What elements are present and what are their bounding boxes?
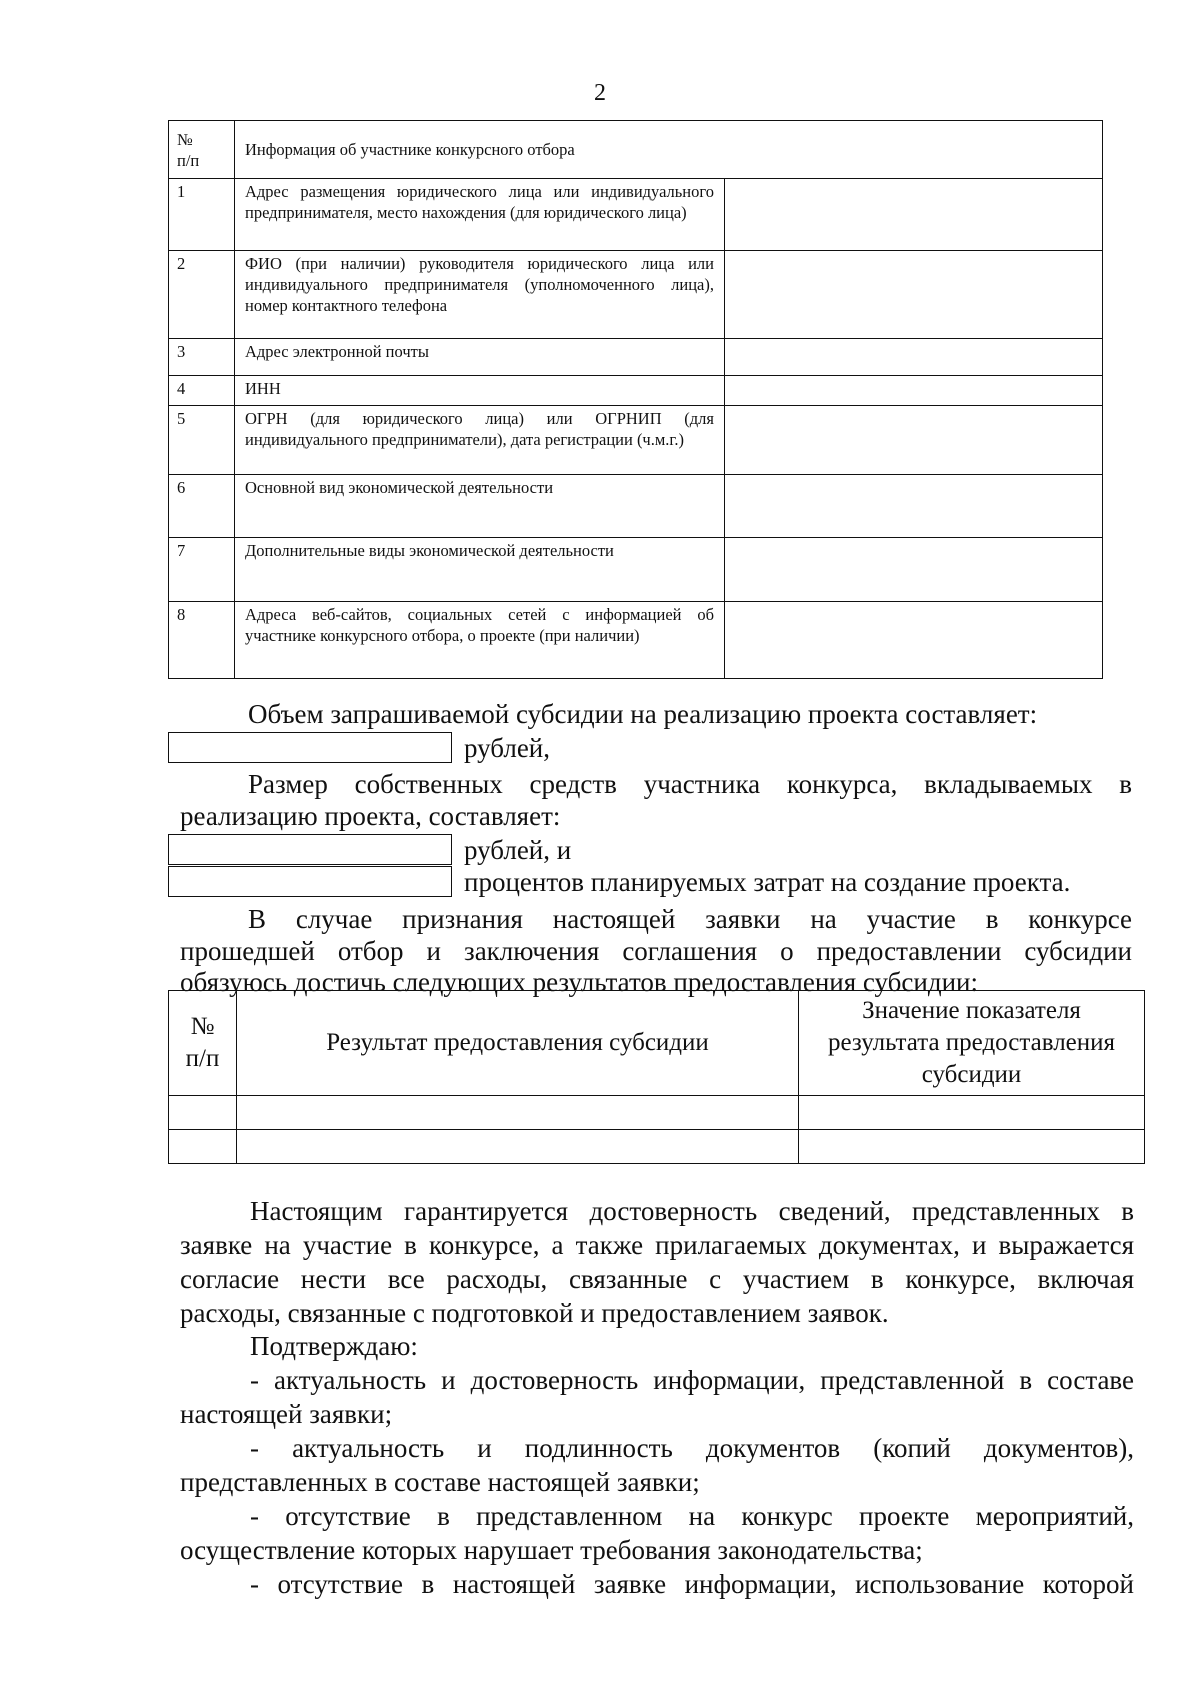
row-number: 7 [169,538,235,602]
results-col-value: Значение показателя результата предоставления субсидии [799,991,1145,1096]
row-number: 4 [169,376,235,406]
own-funds-amount-field[interactable] [168,834,452,865]
table-row [169,1096,1145,1130]
row-label: Дополнительные виды экономической деятельности [235,538,725,602]
guarantee-line: заявке на участие в конкурсе, а также прилагаемых документах, и выражается [180,1230,1134,1260]
row-value-cell[interactable] [725,602,1103,679]
row-number: 6 [169,475,235,538]
confirm-item: - актуальность и подлинность документов (копий документов), [250,1433,1134,1463]
row-label: Адреса веб-сайтов, социальных сетей с информацией об участнике конкурсного отбора, о проекте (при наличии) [235,602,725,679]
row-value-cell[interactable] [725,179,1103,251]
obligation-text-3: обязуюсь достичь следующих результатов предоставления субсидии: [180,967,978,997]
table-row [169,475,1103,538]
table-row [169,376,1103,406]
results-table [168,990,1145,1164]
confirm-item: настоящей заявки; [180,1399,393,1429]
table-row [169,179,1103,251]
table-row [169,538,1103,602]
confirm-item: представленных в составе настоящей заявки; [180,1467,700,1497]
results-cell[interactable] [799,1130,1145,1164]
confirm-item: - отсутствие в настоящей заявке информации, использование которой [250,1569,1134,1599]
row-value-cell[interactable] [725,376,1103,406]
guarantee-line: согласие нести все расходы, связанные с участием в конкурсе, включая [180,1264,1134,1294]
own-funds-text: Размер собственных средств участника конкурса, вкладываемых в [248,769,1132,799]
rub-label: рублей, [464,733,551,763]
guarantee-line: Настоящим гарантируется достоверность сведений, представленных в [250,1196,1134,1226]
col-num-header: № п/п [169,121,235,179]
results-col-result: Результат предоставления субсидии [237,991,799,1096]
table-row [169,1130,1145,1164]
own-funds-percent-field[interactable] [168,866,452,897]
results-cell[interactable] [799,1096,1145,1130]
results-cell[interactable] [169,1096,237,1130]
confirm-item: - отсутствие в представленном на конкурс проекте мероприятий, [250,1501,1134,1531]
guarantee-paragraph [180,1194,1134,1330]
table-row [169,406,1103,475]
row-number: 1 [169,179,235,251]
table-row [169,251,1103,339]
row-label: ОГРН (для юридического лица) или ОГРНИП (для индивидуального предприниматели), дата регистрации (ч.м.г.) [235,406,725,475]
row-number: 8 [169,602,235,679]
results-header-row [169,991,1145,1096]
participant-info-table [168,120,1103,679]
confirm-item: осуществление которых нарушает требования законодательства; [180,1535,923,1565]
table-header-row [169,121,1103,179]
confirm-section [180,1329,1134,1601]
row-number: 2 [169,251,235,339]
confirm-title: Подтверждаю: [250,1331,418,1361]
row-label: Основной вид экономической деятельности [235,475,725,538]
row-value-cell[interactable] [725,339,1103,376]
col-info-header: Информация об участнике конкурсного отбора [235,121,1103,179]
own-funds-text-cont: реализацию проекта, составляет: [180,801,561,831]
guarantee-line: расходы, связанные с подготовкой и предоставлением заявок. [180,1298,889,1328]
obligation-text-2: прошедшей отбор и заключения соглашения о предоставлении субсидии [180,936,1132,966]
results-cell[interactable] [237,1096,799,1130]
row-value-cell[interactable] [725,538,1103,602]
row-label: Адрес размещения юридического лица или индивидуального предпринимателя, место нахождения (для юридического лица) [235,179,725,251]
row-value-cell[interactable] [725,475,1103,538]
table-row [169,602,1103,679]
row-value-cell[interactable] [725,406,1103,475]
row-label: ИНН [235,376,725,406]
row-label: ФИО (при наличии) руководителя юридического лица или индивидуального предпринимателя (уполномоченного лица), номер контактного телефона [235,251,725,339]
subsidy-amount-text: Объем запрашиваемой субсидии на реализацию проекта составляет: [248,699,1038,729]
percent-label: процентов планируемых затрат на создание проекта. [464,867,1071,897]
confirm-item: - актуальность и достоверность информации, представленной в составе [250,1365,1134,1395]
table-row [169,339,1103,376]
row-label: Адрес электронной почты [235,339,725,376]
results-col-num: № п/п [169,991,237,1096]
row-number: 3 [169,339,235,376]
rub-and-label: рублей, и [464,835,572,865]
row-number: 5 [169,406,235,475]
results-cell[interactable] [169,1130,237,1164]
obligation-text-1: В случае признания настоящей заявки на участие в конкурсе [248,904,1132,934]
results-cell[interactable] [237,1130,799,1164]
subsidy-amount-field[interactable] [168,732,452,763]
page-number: 2 [594,80,606,106]
row-value-cell[interactable] [725,251,1103,339]
